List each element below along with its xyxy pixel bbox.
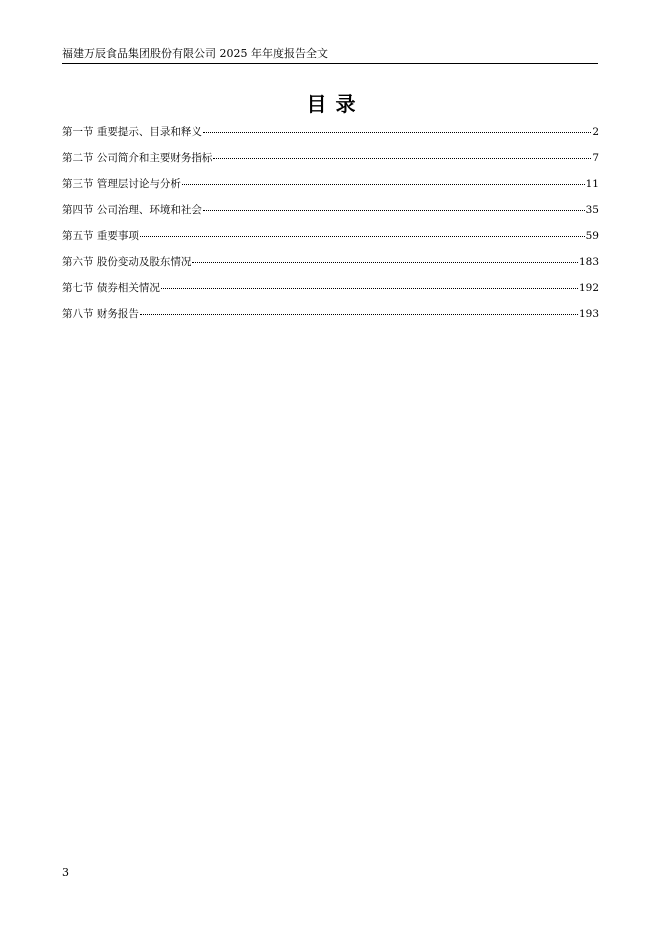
toc-entry-label: 第六节 股份变动及股东情况 [62, 256, 192, 268]
header-divider [62, 63, 598, 64]
toc-entry-section-2[interactable] [62, 152, 599, 178]
toc-entry-label: 第二节 公司简介和主要财务指标 [62, 152, 213, 164]
toc-dot-leader [203, 210, 585, 211]
toc-entry-label: 第一节 重要提示、目录和释义 [62, 126, 202, 138]
toc-title: 目录 [306, 92, 365, 116]
toc-entry-page: 193 [578, 308, 599, 320]
toc-dot-leader [140, 314, 578, 315]
toc-entry-page: 192 [578, 282, 599, 294]
toc-entry-section-1[interactable] [62, 126, 599, 152]
toc-entry-section-5[interactable] [62, 230, 599, 256]
document-header-title: 福建万辰食品集团股份有限公司 2025 年年度报告全文 [62, 47, 328, 60]
toc-dot-leader [192, 262, 578, 263]
toc-entry-section-6[interactable] [62, 256, 599, 282]
page-number: 3 [62, 866, 69, 879]
toc-entry-page: 7 [592, 152, 599, 164]
toc-entry-page: 2 [592, 126, 599, 138]
toc-entry-section-8[interactable] [62, 308, 599, 334]
toc-entry-label: 第五节 重要事项 [62, 230, 139, 242]
toc-entry-label: 第七节 债券相关情况 [62, 282, 160, 294]
toc-entry-page: 11 [585, 178, 599, 190]
toc-entry-page: 183 [578, 256, 599, 268]
table-of-contents [62, 126, 599, 334]
toc-entry-label: 第三节 管理层讨论与分析 [62, 178, 181, 190]
toc-entry-section-4[interactable] [62, 204, 599, 230]
toc-dot-leader [140, 236, 585, 237]
toc-entry-label: 第四节 公司治理、环境和社会 [62, 204, 202, 216]
toc-entry-page: 59 [585, 230, 599, 242]
toc-dot-leader [203, 132, 591, 133]
toc-entry-section-7[interactable] [62, 282, 599, 308]
toc-entry-page: 35 [585, 204, 599, 216]
toc-dot-leader [213, 158, 591, 159]
toc-entry-label: 第八节 财务报告 [62, 308, 139, 320]
toc-dot-leader [182, 184, 585, 185]
toc-dot-leader [161, 288, 578, 289]
toc-entry-section-3[interactable] [62, 178, 599, 204]
